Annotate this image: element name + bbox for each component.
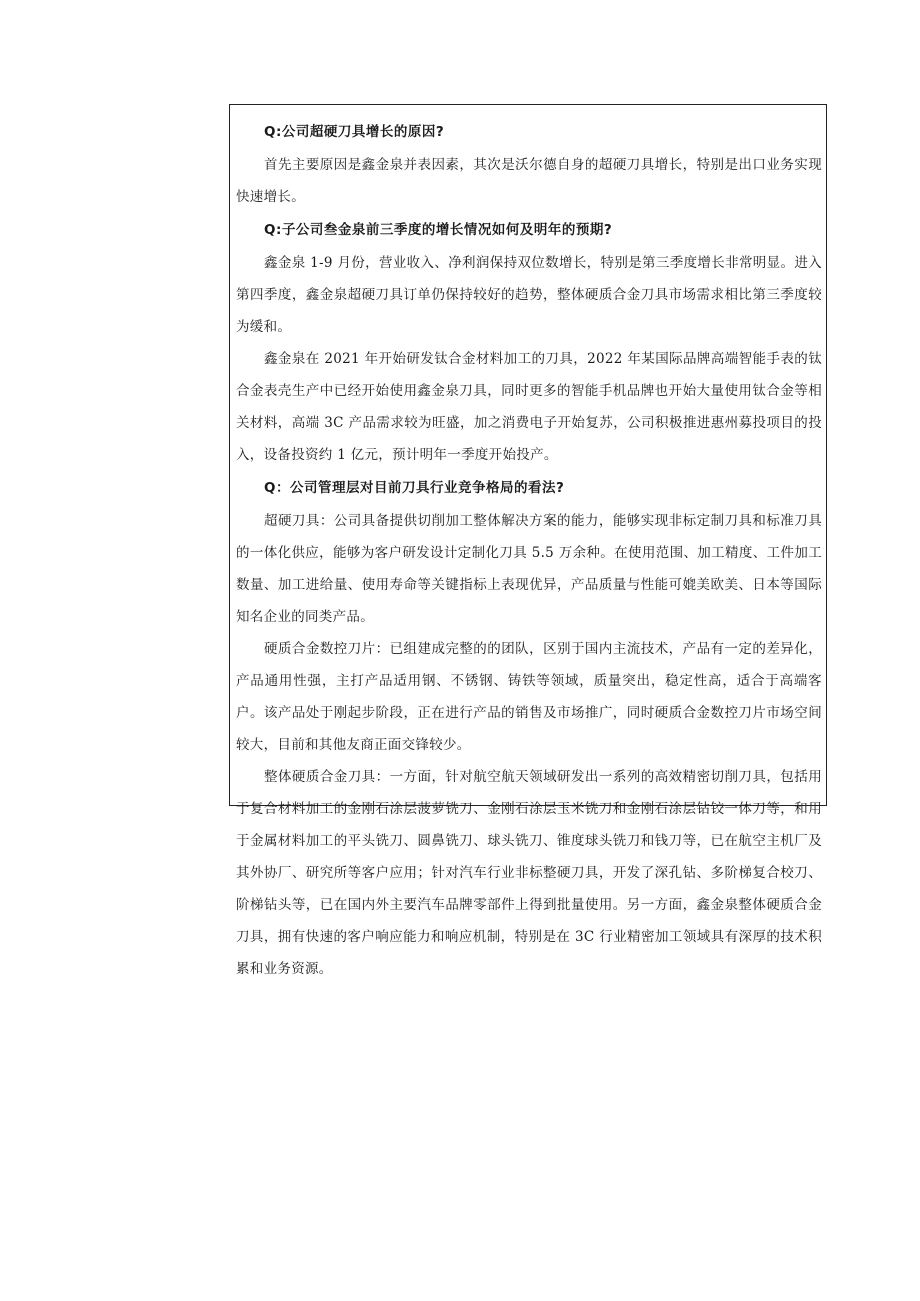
answer-1-paragraph-1: 首先主要原因是鑫金泉并表因素，其次是沃尔德自身的超硬刀具增长，特别是出口业务实现快速增长。 <box>236 157 822 205</box>
question-2: Q:子公司叁金泉前三季度的增长情况如何及明年的预期? <box>264 222 613 238</box>
qa-table-cell <box>229 104 827 977</box>
question-3: Q：公司管理层对目前刀具行业竞争格局的看法? <box>264 480 565 496</box>
question-1: Q:公司超硬刀具增长的原因? <box>264 124 445 140</box>
answer-3-paragraph-2: 硬质合金数控刀片：已组建成完整的的团队，区别于国内主流技术，产品有一定的差异化，产品通用性强，主打产品适用钢、不锈钢、铸铁等领域，质量突出，稳定性高，适合于高端客户。该产品处于刚起步阶段，正在进行产品的销售及市场推广，同时硬质合金数控刀片市场空间较大，目前和其他友商正面交锋较少。 <box>236 641 822 753</box>
answer-3-paragraph-3: 整体硬质合金刀具：一方面，针对航空航天领域研发出一系列的高效精密切削刀具，包括用于复合材料加工的金刚石涂层菠萝铣刀、金刚石涂层玉米铣刀和金刚石涂层钻铰一体刀等，和用于金属材料加工的平头铣刀、圆鼻铣刀、球头铣刀、锥度球头铣刀和钱刀等，已在航空主机厂及其外协厂、研究所等客户应用；针对汽车行业非标整硬刀具，开发了深孔钻、多阶梯复合校刀、阶梯钻头等，已在国内外主要汽车品牌零部件上得到批量使用。另一方面，鑫金泉整体硬质合金刀具，拥有快速的客户响应能力和响应机制，特别是在 3C 行业精密加工领域具有深厚的技术积累和业务资源。 <box>236 769 822 977</box>
answer-2-paragraph-2: 鑫金泉在 2021 年开始研发钛合金材料加工的刀具，2022 年某国际品牌高端智能手表的钛合金表壳生产中已经开始使用鑫金泉刀具，同时更多的智能手机品牌也开始大量使用钛合金等相关材料，高端 3C 产品需求较为旺盛，加之消费电子开始复苏，公司积极推进惠州募投项目的投入，设备投资约 1 亿元，预计明年一季度开始投产。 <box>236 351 822 463</box>
answer-2-paragraph-1: 鑫金泉 1-9 月份，营业收入、净利润保持双位数增长，特别是第三季度增长非常明显。进入第四季度，鑫金泉超硬刀具订单仍保持较好的趋势，整体硬质合金刀具市场需求相比第三季度较为缓和。 <box>236 255 822 335</box>
answer-3-paragraph-1: 超硬刀具：公司具备提供切削加工整体解决方案的能力，能够实现非标定制刀具和标准刀具的一体化供应，能够为客户研发设计定制化刀具 5.5 万余种。在使用范围、加工精度、工件加工数量、加工进给量、使用寿命等关键指标上表现优异，产品质量与性能可媲美欧美、日本等国际知名企业的同类产品。 <box>236 513 822 625</box>
